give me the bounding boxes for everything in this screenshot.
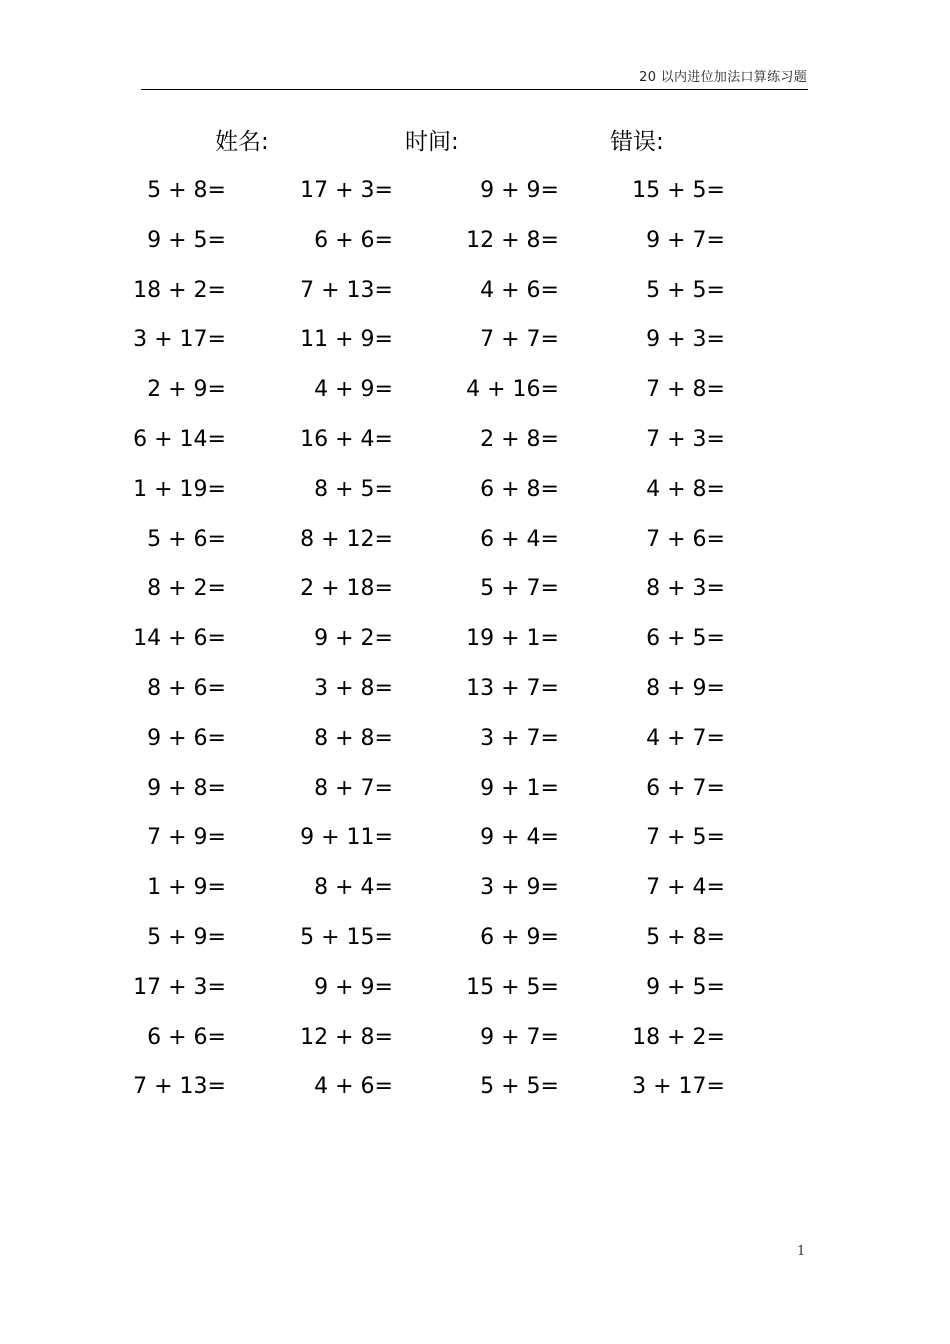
problem-r14-c2: 9 + 11= xyxy=(300,825,393,850)
problem-r13-c4: 6 + 7= xyxy=(646,776,725,801)
problem-r14-c4: 7 + 5= xyxy=(646,825,725,850)
problem-r4-c4: 9 + 3= xyxy=(646,327,725,352)
problem-r19-c3: 5 + 5= xyxy=(480,1074,559,1099)
header-divider xyxy=(141,89,808,90)
problem-r11-c3: 13 + 7= xyxy=(466,676,559,701)
problem-r15-c4: 7 + 4= xyxy=(646,875,725,900)
problem-r18-c2: 12 + 8= xyxy=(300,1025,393,1050)
problem-r8-c4: 7 + 6= xyxy=(646,527,725,552)
problem-r12-c4: 4 + 7= xyxy=(646,726,725,751)
problem-r13-c2: 8 + 7= xyxy=(314,776,393,801)
problem-r12-c1: 9 + 6= xyxy=(147,726,226,751)
problem-r4-c1: 3 + 17= xyxy=(133,327,226,352)
problem-r3-c3: 4 + 6= xyxy=(480,278,559,303)
problem-r8-c3: 6 + 4= xyxy=(480,527,559,552)
problem-r9-c3: 5 + 7= xyxy=(480,576,559,601)
problem-r5-c3: 4 + 16= xyxy=(466,377,559,402)
problem-r6-c3: 2 + 8= xyxy=(480,427,559,452)
problem-r19-c1: 7 + 13= xyxy=(133,1074,226,1099)
problem-r7-c3: 6 + 8= xyxy=(480,477,559,502)
problem-r13-c1: 9 + 8= xyxy=(147,776,226,801)
problem-r9-c1: 8 + 2= xyxy=(147,576,226,601)
problem-r11-c2: 3 + 8= xyxy=(314,676,393,701)
problem-r11-c4: 8 + 9= xyxy=(646,676,725,701)
time-label: 时间: xyxy=(405,129,459,155)
problem-r4-c3: 7 + 7= xyxy=(480,327,559,352)
name-label: 姓名: xyxy=(215,129,269,155)
problem-r7-c2: 8 + 5= xyxy=(314,477,393,502)
problem-r3-c1: 18 + 2= xyxy=(133,278,226,303)
problem-r19-c4: 3 + 17= xyxy=(632,1074,725,1099)
problem-r17-c3: 15 + 5= xyxy=(466,975,559,1000)
problem-r17-c1: 17 + 3= xyxy=(133,975,226,1000)
errors-label: 错误: xyxy=(610,129,664,155)
problem-r7-c4: 4 + 8= xyxy=(646,477,725,502)
problem-r19-c2: 4 + 6= xyxy=(314,1074,393,1099)
problem-r8-c2: 8 + 12= xyxy=(300,527,393,552)
problem-r18-c3: 9 + 7= xyxy=(480,1025,559,1050)
problem-r3-c2: 7 + 13= xyxy=(300,278,393,303)
problem-r7-c1: 1 + 19= xyxy=(133,477,226,502)
problem-r9-c4: 8 + 3= xyxy=(646,576,725,601)
problem-r16-c4: 5 + 8= xyxy=(646,925,725,950)
problem-r11-c1: 8 + 6= xyxy=(147,676,226,701)
problem-r6-c2: 16 + 4= xyxy=(300,427,393,452)
problem-r18-c4: 18 + 2= xyxy=(632,1025,725,1050)
problem-r12-c2: 8 + 8= xyxy=(314,726,393,751)
problem-r15-c1: 1 + 9= xyxy=(147,875,226,900)
problem-r16-c3: 6 + 9= xyxy=(480,925,559,950)
problem-r14-c1: 7 + 9= xyxy=(147,825,226,850)
page-number: 1 xyxy=(797,1244,806,1259)
problem-r10-c4: 6 + 5= xyxy=(646,626,725,651)
page-header-title: 20 以内进位加法口算练习题 xyxy=(639,70,807,85)
problem-r6-c1: 6 + 14= xyxy=(133,427,226,452)
problem-r16-c2: 5 + 15= xyxy=(300,925,393,950)
problem-r5-c4: 7 + 8= xyxy=(646,377,725,402)
problem-r2-c3: 12 + 8= xyxy=(466,228,559,253)
problem-r13-c3: 9 + 1= xyxy=(480,776,559,801)
problem-r5-c2: 4 + 9= xyxy=(314,377,393,402)
problem-r4-c2: 11 + 9= xyxy=(300,327,393,352)
problem-r17-c2: 9 + 9= xyxy=(314,975,393,1000)
problem-r5-c1: 2 + 9= xyxy=(147,377,226,402)
problem-r1-c3: 9 + 9= xyxy=(480,178,559,203)
problem-r2-c2: 6 + 6= xyxy=(314,228,393,253)
problem-r3-c4: 5 + 5= xyxy=(646,278,725,303)
problem-r6-c4: 7 + 3= xyxy=(646,427,725,452)
problem-r1-c1: 5 + 8= xyxy=(147,178,226,203)
problem-r15-c2: 8 + 4= xyxy=(314,875,393,900)
problem-r9-c2: 2 + 18= xyxy=(300,576,393,601)
problem-r2-c4: 9 + 7= xyxy=(646,228,725,253)
problem-r17-c4: 9 + 5= xyxy=(646,975,725,1000)
problem-r10-c1: 14 + 6= xyxy=(133,626,226,651)
problem-r15-c3: 3 + 9= xyxy=(480,875,559,900)
problem-r1-c2: 17 + 3= xyxy=(300,178,393,203)
problem-r2-c1: 9 + 5= xyxy=(147,228,226,253)
problem-r16-c1: 5 + 9= xyxy=(147,925,226,950)
problem-r18-c1: 6 + 6= xyxy=(147,1025,226,1050)
problem-r10-c3: 19 + 1= xyxy=(466,626,559,651)
problem-r10-c2: 9 + 2= xyxy=(314,626,393,651)
problem-r8-c1: 5 + 6= xyxy=(147,527,226,552)
problem-r12-c3: 3 + 7= xyxy=(480,726,559,751)
problem-r14-c3: 9 + 4= xyxy=(480,825,559,850)
problem-r1-c4: 15 + 5= xyxy=(632,178,725,203)
